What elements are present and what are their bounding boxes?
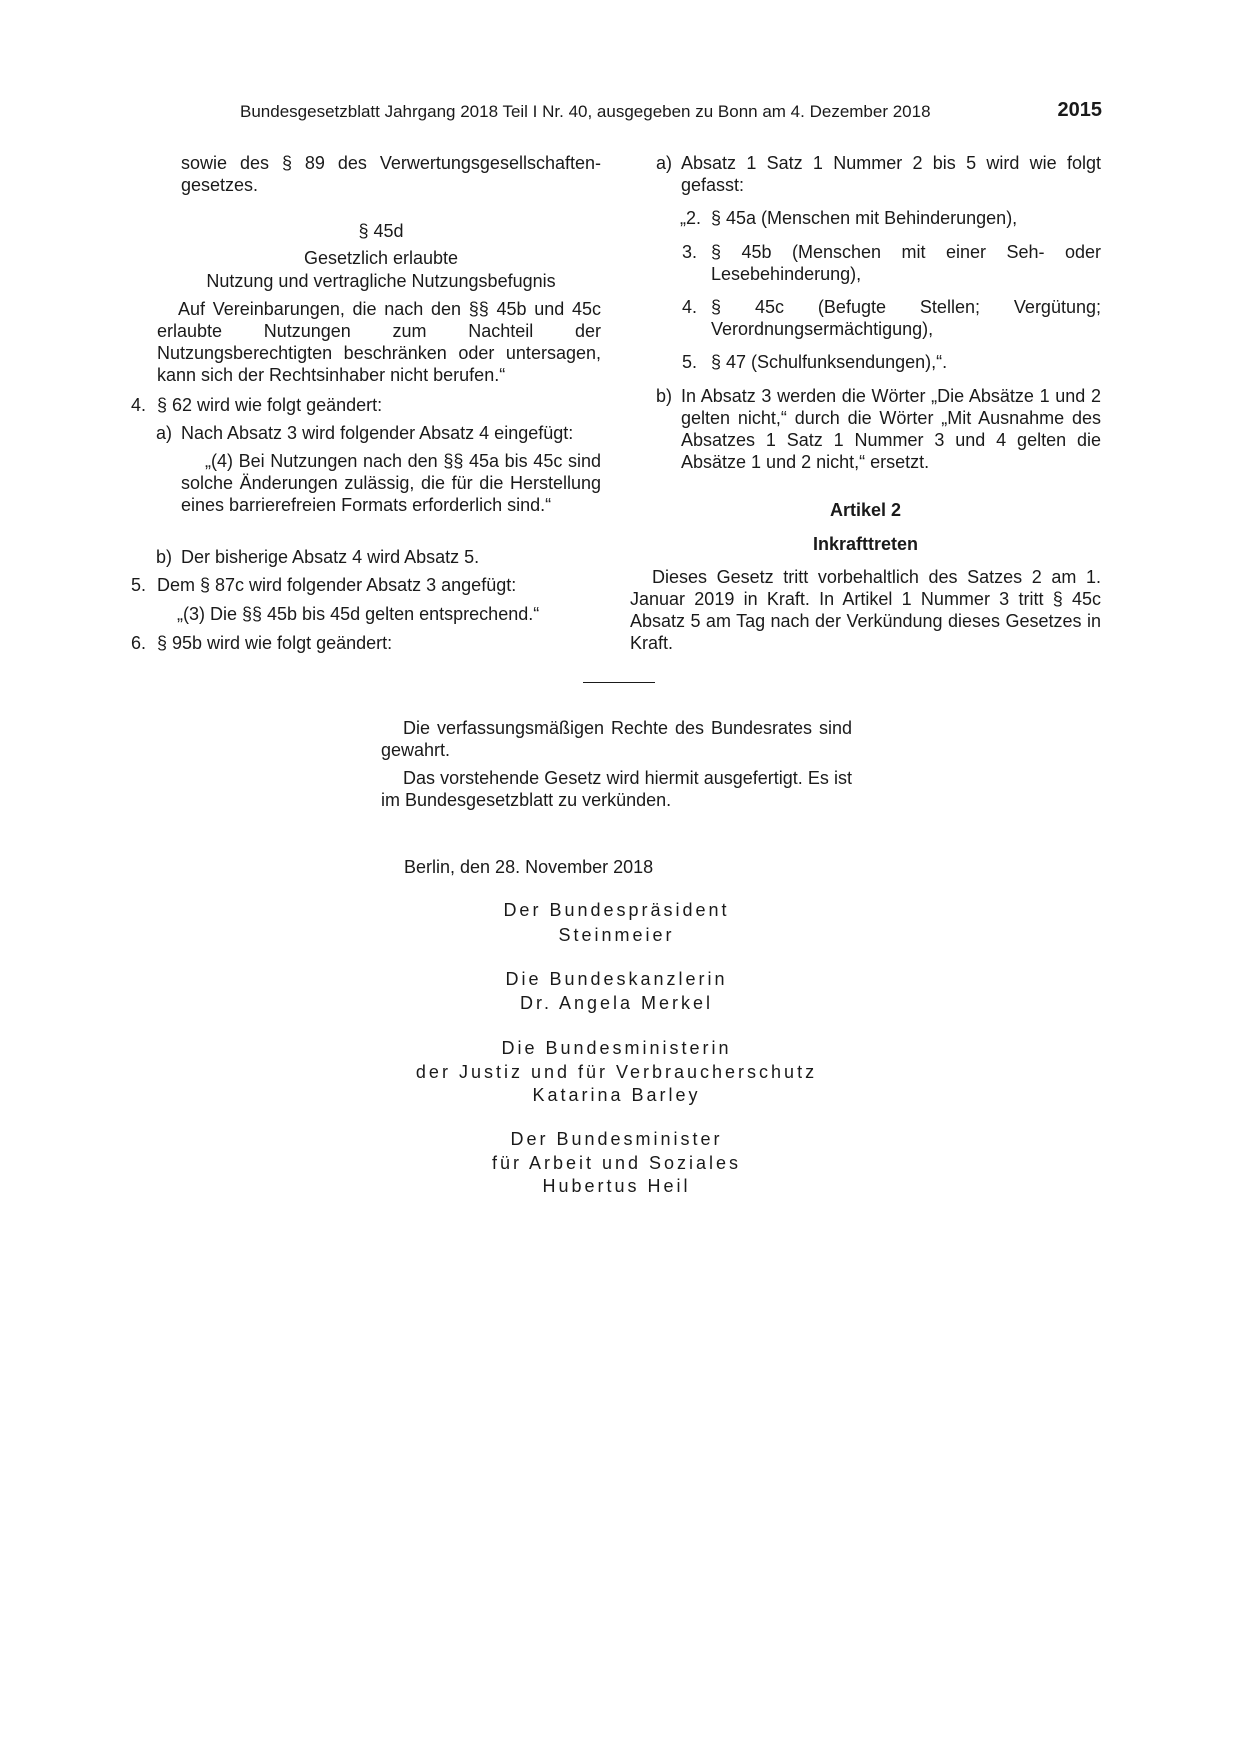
separator-rule	[583, 682, 655, 683]
signature-ministry: der Justiz und für Verbraucherschutz	[415, 1062, 818, 1082]
signature-ministry: für Arbeit und Soziales	[491, 1153, 742, 1173]
execution-formula: Das vorstehende Gesetz wird hiermit ausgefertigt. Es ist im Bundesgesetzblatt zu verkünden.	[381, 768, 852, 810]
place-and-date: Berlin, den 28. November 2018	[404, 857, 654, 877]
section-subtitle: Nutzung und vertragliche Nutzungsbefugnis	[206, 271, 556, 291]
replacement-list-item	[680, 207, 1101, 229]
item-text: § 45b (Menschen mit einer Seh- oder Lesebehinderung),	[711, 242, 1101, 284]
replacement-list-item	[680, 296, 1101, 340]
list-item-4	[131, 394, 601, 416]
replacement-list-item	[680, 241, 1101, 285]
item-letter: b)	[656, 386, 673, 406]
quoted-paragraph-4: „(4) Bei Nutzungen nach den §§ 45a bis 45c sind solche Änderungen zulässig, die für die Herstellung eines barrierefreien Formats erforderlich sind.“	[181, 451, 601, 515]
section-body: Auf Vereinbarungen, die nach den §§ 45b und 45c erlaubte Nutzungen zum Nachteil der Nutzungsberechtigten beschränken oder untersagen, kann sich der Rechtsinhaber nicht berufen.“	[157, 299, 601, 385]
signature-role: Der Bundesminister	[510, 1129, 723, 1149]
item-text: Dem § 87c wird folgender Absatz 3 angefügt:	[157, 575, 517, 595]
item-text: In Absatz 3 werden die Wörter „Die Absätze 1 und 2 gelten nicht,“ durch die Wörter „Mit Ausnahme des Absatzes 1 Satz 1 Nummer 3 und 4 gelten die Absätze 1 und 2 nicht,“ ersetzt.	[681, 386, 1101, 472]
item-letter: b)	[156, 547, 173, 567]
item-number: 6.	[131, 633, 147, 653]
signature-name: Dr. Angela Merkel	[519, 993, 714, 1013]
item-number: 4.	[682, 297, 698, 317]
replacement-list-item	[680, 351, 1101, 373]
item-text: Der bisherige Absatz 4 wird Absatz 5.	[181, 547, 480, 567]
running-header: Bundesgesetzblatt Jahrgang 2018 Teil I Nr. 40, ausgegeben zu Bonn am 4. Dezember 2018	[240, 102, 931, 121]
item-text: § 47 (Schulfunksendungen),“.	[711, 352, 948, 372]
item-letter: a)	[156, 423, 173, 443]
quoted-paragraph-3: „(3) Die §§ 45b bis 45d gelten entsprechend.“	[177, 604, 540, 624]
item-text: § 45a (Menschen mit Behinderungen),	[711, 208, 1018, 228]
item-text: Absatz 1 Satz 1 Nummer 2 bis 5 wird wie folgt gefasst:	[681, 153, 1101, 195]
section-number: § 45d	[358, 221, 404, 241]
article-subtitle: Inkrafttreten	[812, 534, 919, 554]
list-item-6a	[656, 152, 1101, 196]
list-item-4b	[156, 546, 601, 568]
article-body: Dieses Gesetz tritt vorbehaltlich des Satzes 2 am 1. Januar 2019 in Kraft. In Artikel 1 Nummer 3 tritt § 45c Absatz 5 am Tag nach der Verkündung dieses Gesetzes in Kraft.	[630, 567, 1101, 653]
page-number: 2015	[1057, 99, 1102, 121]
item-text: Nach Absatz 3 wird folgender Absatz 4 eingefügt:	[181, 423, 574, 443]
section-title: Gesetzlich erlaubte	[303, 248, 459, 268]
item-number: 4.	[131, 395, 147, 415]
section-intro: sowie des § 89 des Verwertungsgesellschaftengesetzes.	[181, 153, 601, 195]
item-text: § 62 wird wie folgt geändert:	[157, 395, 383, 415]
signature-name: Steinmeier	[558, 925, 675, 945]
item-number: „2.	[680, 208, 702, 228]
bundesrat-rights: Die verfassungsmäßigen Rechte des Bundesrates sind gewahrt.	[381, 718, 852, 760]
list-item-5	[131, 574, 601, 596]
article-title: Artikel 2	[829, 500, 902, 520]
item-letter: a)	[656, 153, 673, 173]
list-item-4a	[156, 422, 601, 444]
signature-name: Katarina Barley	[532, 1085, 701, 1105]
item-text: § 95b wird wie folgt geändert:	[157, 633, 393, 653]
item-number: 5.	[131, 575, 147, 595]
list-item-6b	[656, 385, 1101, 473]
signature-role: Die Bundeskanzlerin	[505, 969, 728, 989]
item-text: § 45c (Befugte Stellen; Vergütung; Verordnungsermächtigung),	[711, 297, 1101, 339]
signature-role: Der Bundespräsident	[503, 900, 730, 920]
signature-name: Hubertus Heil	[542, 1176, 691, 1196]
signature-role: Die Bundesministerin	[501, 1038, 732, 1058]
list-item-6	[131, 632, 601, 654]
item-number: 5.	[682, 352, 698, 372]
item-number: 3.	[682, 242, 698, 262]
